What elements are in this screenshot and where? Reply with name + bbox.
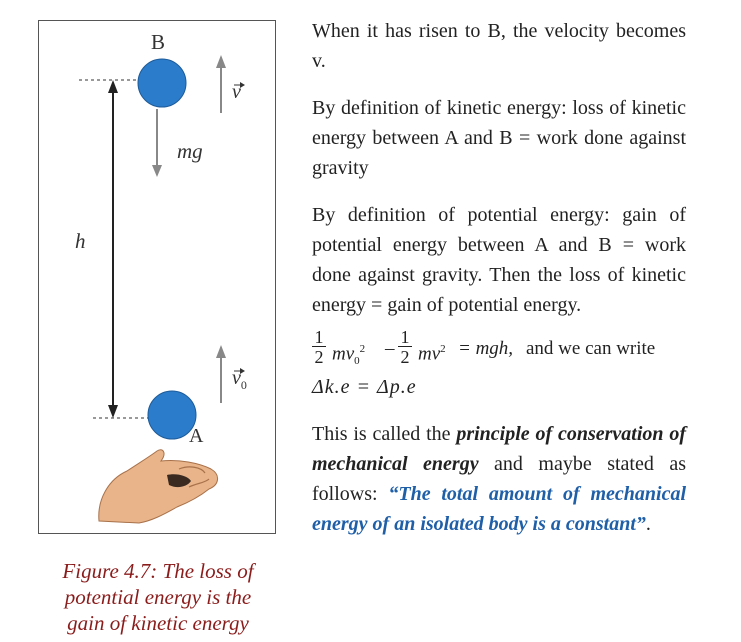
- energy-equation: $\frac{1}{2}$ $mv_0^2$ – $\frac{1}{2}$ $mv^2$ = mgh, and we can write: [312, 326, 686, 372]
- label-b: B: [151, 30, 166, 54]
- paragraph-potential-energy: By definition of potential energy: gain of potential energy between A and B = work done against gravity. Then the loss of kinetic energy = gain of potential energy.: [312, 204, 686, 316]
- label-weight: mg: [177, 139, 203, 163]
- paragraph-conservation: This is called the principle of conservation of mechanical energy and maybe stated as follows: “The total amount of mechanical energy of an isolated body is a constant”.: [312, 423, 687, 535]
- body-text: [312, 16, 686, 539]
- label-velocity-b: v: [232, 81, 241, 103]
- label-height: h: [75, 229, 86, 253]
- delta-equation: Δk.e = Δp.e: [312, 376, 417, 398]
- figure-diagram: [39, 21, 277, 535]
- height-arrow-top-head: [108, 80, 118, 93]
- weight-arrow-head: [152, 165, 162, 177]
- figure-caption: Figure 4.7: The loss of potential energy is the gain of kinetic energy: [62, 559, 254, 635]
- velocity-b-arrow-head: [216, 55, 226, 68]
- paragraph-kinetic-energy: By definition of kinetic energy: loss of kinetic energy between A and B = work done against gravity: [312, 97, 686, 179]
- velocity-a-arrow-head: [216, 345, 226, 358]
- ball-b: [138, 59, 186, 107]
- hand-illustration: [99, 450, 218, 523]
- paragraph-velocity-at-b: When it has risen to B, the velocity becomes v.: [312, 20, 686, 72]
- figure-panel: [38, 20, 276, 534]
- height-arrow-bottom-head: [108, 405, 118, 418]
- label-velocity-a: $v_0$: [232, 367, 247, 392]
- label-a: A: [189, 425, 204, 447]
